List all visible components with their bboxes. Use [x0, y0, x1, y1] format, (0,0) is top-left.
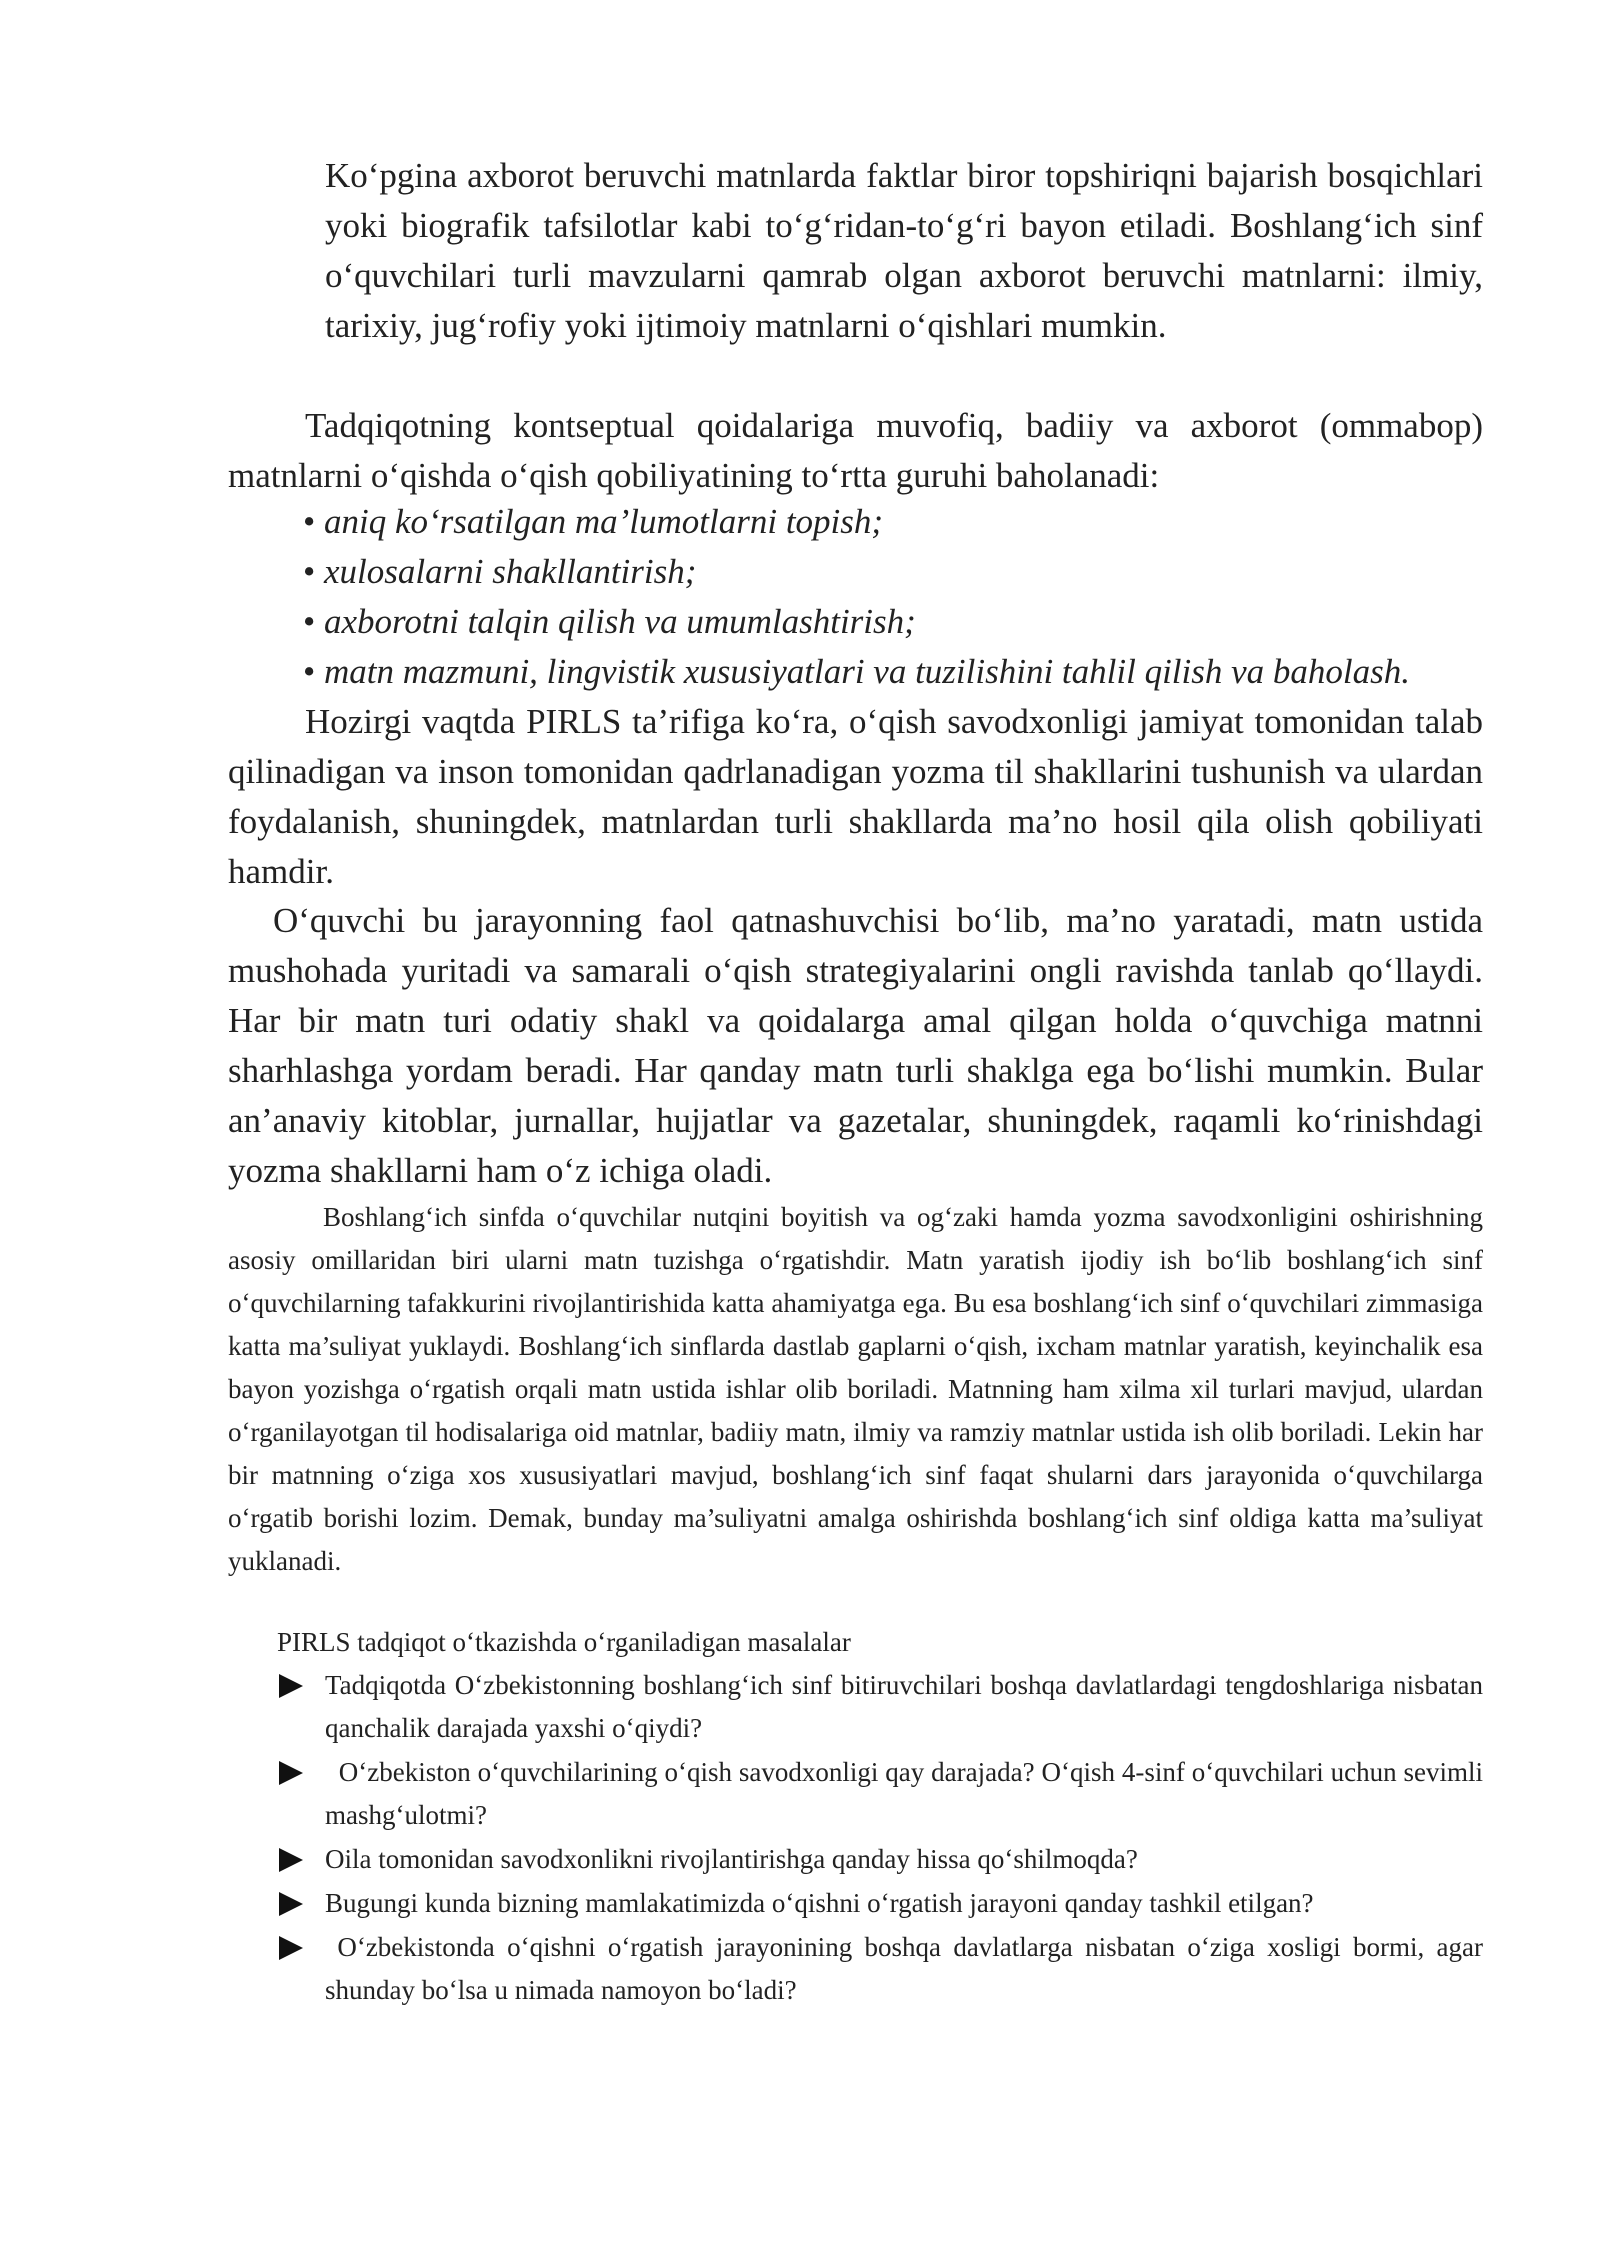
bullet-dot: • [303, 552, 316, 591]
questions-heading: PIRLS tadqiqot oʻtkazishda oʻrganiladigan masalalar [277, 1627, 851, 1657]
bullet-dot: • [303, 602, 316, 641]
triangle-arrow-icon [279, 1761, 303, 1785]
paragraph-reader-role: Oʻquvchi bu jarayonning faol qatnashuvchisi boʻlib, ma’no yaratadi, matn ustida mushohada yuritadi va samarali oʻqish strategiyalarini ongli ravishda tanlab qoʻllaydi. Har bir matn turi odatiy shakl va qoidalarga amal qilgan holda oʻquvchiga matnni sharhlashga yordam beradi. Har qanday matn turli shaklga ega boʻlishi mumkin. Bular an’anaviy kitoblar, jurnallar, hujjatlar va gazetalar, shuningdek, raqamli koʻrinishdagi yozma shakllarni ham oʻz ichiga oladi. [228, 901, 1483, 1190]
paragraph-informational-texts: Koʻpgina axborot beruvchi matnlarda faktlar biror topshiriqni bajarish bosqichlari yoki biografik tafsilotlar kabi toʻgʻridan-toʻgʻri bayon etiladi. Boshlangʻich sinf oʻquvchilari turli mavzularni qamrab olgan axborot beruvchi matnlarni: ilmiy, tarixiy, jugʻrofiy yoki ijtimoiy matnlarni oʻqishlari mumkin. [325, 156, 1483, 345]
bullet-dot: • [303, 652, 316, 691]
triangle-arrow-icon [279, 1848, 303, 1872]
list-item: Oʻzbekiston oʻquvchilarining oʻqish savodxonligi qay darajada? Oʻqish 4-sinf oʻquvchilari uchun sevimli mashgʻulotmi? [277, 1751, 1483, 1837]
triangle-arrow-icon [279, 1936, 303, 1960]
reading-skills-list [303, 497, 1503, 697]
list-item: • xulosalarni shakllantirish; [303, 552, 697, 591]
paragraph-conceptual-rules: Tadqiqotning kontseptual qoidalariga muvofiq, badiiy va axborot (ommabop) matnlarni oʻqishda oʻqish qobiliyatining toʻrtta guruhi baholanadi: [228, 406, 1483, 495]
triangle-arrow-icon [279, 1892, 303, 1916]
paragraph-primary-school: Boshlangʻich sinfda oʻquvchilar nutqini boyitish va ogʻzaki hamda yozma savodxonligini oshirishning asosiy omillaridan biri ularni matn tuzishga oʻrgatishdir. Matn yaratish ijodiy ish boʻlib boshlangʻich sinf oʻquvchilarning tafakkurini rivojlantirishida katta ahamiyatga ega. Bu esa boshlangʻich sinf oʻquvchilari zimmasiga katta ma’suliyat yuklaydi. Boshlangʻich sinflarda dastlab gaplarni oʻqish, ixcham matnlar yaratish, keyinchalik esa bayon yozishga oʻrgatish orqali matn ustida ishlar olib boriladi. Matnning ham xilma xil turlari mavjud, ulardan oʻrganilayotgan til hodisalariga oid matnlar, badiiy matn, ilmiy va ramziy matnlar ustida ish olib boriladi. Lekin har bir matnning oʻziga xos xususiyatlari mavjud, boshlangʻich sinf faqat shularni dars jarayonida oʻquvchilarga oʻrgatib borishi lozim. Demak, bunday ma’suliyatni amalga oshirishda boshlangʻich sinf oldiga katta ma’suliyat yuklanadi. [228, 1202, 1483, 1576]
list-item: Oʻzbekistonda oʻqishni oʻrgatish jarayonining boshqa davlatlarga nisbatan oʻziga xosligi bormi, agar shunday boʻlsa u nimada namoyon boʻladi? [277, 1926, 1483, 2012]
list-item: • axborotni talqin qilish va umumlashtirish; [303, 602, 916, 641]
list-item: • aniq koʻrsatilgan ma’lumotlarni topish; [303, 502, 884, 541]
list-item: • matn mazmuni, lingvistik xususiyatlari va tuzilishini tahlil qilish va baholash. [303, 652, 1410, 691]
list-item: Bugungi kunda bizning mamlakatimizda oʻqishni oʻrgatish jarayoni qanday tashkil etilgan? [277, 1882, 1483, 1925]
triangle-arrow-icon [279, 1674, 303, 1698]
list-item: Tadqiqotda Oʻzbekistonning boshlangʻich sinf bitiruvchilari boshqa davlatlardagi tengdoshlariga nisbatan qanchalik darajada yaxshi oʻqiydi? [277, 1664, 1483, 1750]
paragraph-pirls-definition: Hozirgi vaqtda PIRLS ta’rifiga koʻra, oʻqish savodxonligi jamiyat tomonidan talab qilinadigan va inson tomonidan qadrlanadigan yozma til shakllarini tushunish va ulardan foydalanish, shuningdek, matnlardan turli shakllarda ma’no hosil qila olish qobiliyati hamdir. [228, 702, 1483, 891]
bullet-dot: • [303, 502, 316, 541]
questions-list [277, 1664, 1490, 2013]
list-item: Oila tomonidan savodxonlikni rivojlantirishga qanday hissa qoʻshilmoqda? [277, 1838, 1483, 1881]
